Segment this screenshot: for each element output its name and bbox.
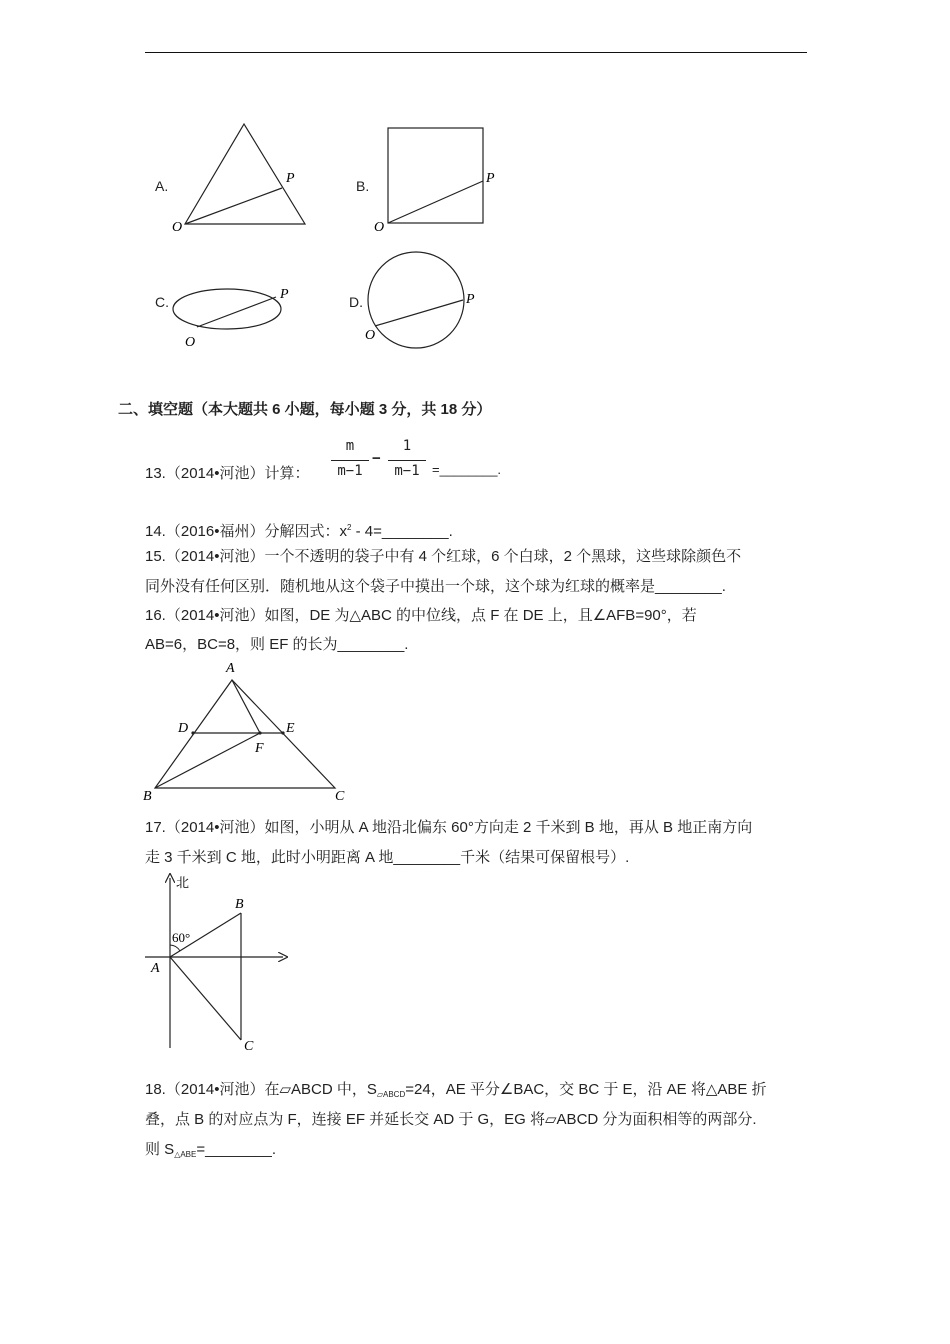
option-b-figure	[365, 118, 515, 238]
option-a-p: P	[286, 171, 295, 186]
q13-num2: 1	[402, 438, 412, 454]
option-c-o: O	[185, 335, 196, 350]
q16-label-b: B	[143, 789, 152, 804]
option-c-label: C.	[155, 294, 169, 310]
q18-line1-b: =24，AE 平分∠BAC，交 BC 于 E，沿 AE 将△ABE 折	[405, 1081, 767, 1098]
q17-line-2: 走 3 千米到 C 地，此时小明距离 A 地________千米（结果可保留根号）.	[145, 849, 630, 866]
q17-north-label: 北	[176, 876, 190, 891]
option-b-p: P	[486, 171, 495, 186]
question-18-line-1	[145, 1080, 767, 1105]
q16-label-c: C	[335, 789, 345, 804]
option-c-p: P	[280, 287, 289, 302]
option-a-figure	[165, 118, 315, 238]
question-14	[145, 518, 453, 542]
q13-suffix: =________.	[432, 462, 502, 477]
option-d-o: O	[365, 328, 376, 343]
q15-line-1: 15.（2014•河池）一个不透明的袋子中有 4 个红球，6 个白球，2 个黑球，这些球除颜色不	[145, 548, 742, 565]
q17-label-c: C	[244, 1039, 254, 1054]
q14-exponent: 2	[346, 523, 352, 532]
q17-label-b: B	[235, 897, 244, 912]
question-13	[145, 436, 745, 486]
header-rule	[145, 52, 807, 53]
option-d-label: D.	[349, 294, 363, 310]
q16-figure	[140, 655, 360, 805]
q16-line-1: 16.（2014•河池）如图，DE 为△ABC 的中位线，点 F 在 DE 上，且∠AFB=90°，若	[145, 607, 697, 624]
option-b-label: B.	[356, 178, 370, 194]
q17-figure	[140, 868, 300, 1058]
q13-minus: −	[372, 450, 381, 467]
option-b-o: O	[374, 220, 385, 235]
q18-line-2: 叠，点 B 的对应点为 F，连接 EF 并延长交 AD 于 G，EG 将▱ABCD 分为面积相等的两部分.	[145, 1111, 757, 1128]
q16-label-d: D	[178, 721, 189, 736]
q16-line-2: AB=6，BC=8，则 EF 的长为________.	[145, 636, 409, 653]
q18-line3-b: =________.	[196, 1141, 277, 1158]
q13-den1: m−1	[337, 463, 363, 479]
q17-label-a: A	[151, 961, 160, 976]
q14-prefix: 14.（2016•福州）分解因式：x	[145, 523, 347, 540]
q17-line-1: 17.（2014•河池）如图，小明从 A 地沿北偏东 60°方向走 2 千米到 B 地，再从 B 地正南方向	[145, 819, 753, 836]
option-c-figure	[165, 278, 315, 358]
option-d-figure	[360, 248, 500, 358]
q13-den2: m−1	[394, 463, 420, 479]
q13-fraction-2	[388, 438, 426, 479]
q13-prefix: 13.（2014•河池）计算：	[145, 465, 310, 482]
option-a-label: A.	[155, 178, 169, 194]
q18-line1-a: 18.（2014•河池）在▱ABCD 中，S	[145, 1081, 377, 1098]
q15-line-2: 同外没有任何区别．随机地从这个袋子中摸出一个球，这个球为红球的概率是________.	[145, 578, 726, 595]
q18-line3-a: 则 S	[145, 1141, 175, 1158]
q14-suffix: - 4=________.	[351, 523, 453, 540]
q13-num1: m	[345, 438, 355, 454]
question-18-line-3	[145, 1140, 276, 1165]
q16-label-e: E	[286, 721, 295, 736]
option-d-p: P	[466, 292, 475, 307]
q16-label-a: A	[226, 661, 235, 676]
q18-line1-sub: ▱ABCD	[376, 1090, 406, 1099]
q13-fraction-1	[331, 438, 369, 479]
section-title: 二、填空题（本大题共 6 小题，每小题 3 分，共 18 分）	[118, 401, 492, 418]
option-a-o: O	[172, 220, 183, 235]
q16-label-f: F	[255, 741, 264, 756]
q17-angle-label: 60°	[172, 930, 191, 945]
q18-line3-sub: △ABE	[174, 1150, 197, 1159]
